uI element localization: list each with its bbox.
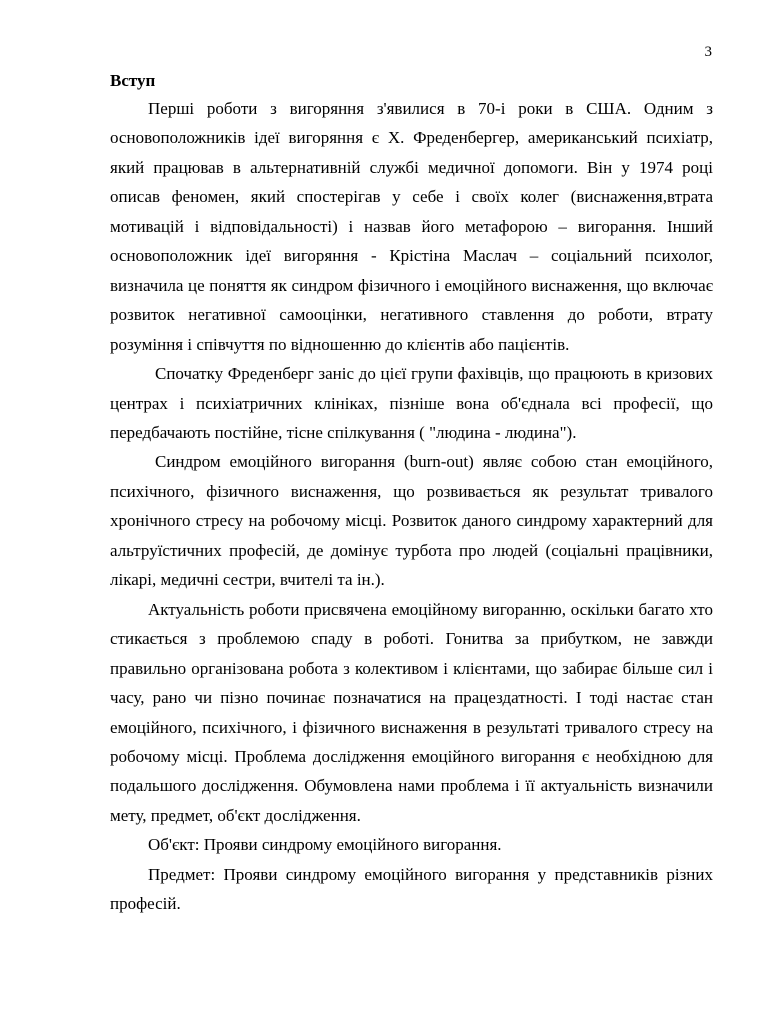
page-number: 3 <box>704 44 712 60</box>
paragraph-relevance: Актуальність роботи присвячена емоційному вигоранню, оскільки багато хто стикається з проблемою спаду в роботі. Гонитва за прибутком, не завжди правильно організована робота з колективом і клієнтами, що забирає більше сил і часу, рано чи пізно починає позначатися на працездатності. І тоді настає стан емоційного, психічного, і фізичного виснаження в результаті тривалого стресу на робочому місці. Проблема дослідження емоційного вигорання є необхідною для подальшого дослідження. Обумовлена нами проблема і її актуальність визначили мету, предмет, об'єкт дослідження. <box>110 599 713 825</box>
section-heading: Вступ <box>110 71 156 90</box>
paragraph-subject: Предмет: Прояви синдрому емоційного вигорання у представників різних професій. <box>110 864 713 914</box>
paragraph-object: Об'єкт: Прояви синдрому емоційного вигорання. <box>148 835 502 855</box>
paragraph-freudenberger: Спочатку Фреденберг заніс до цієї групи фахівців, що працюють в кризових центрах і психіатричних клініках, пізніше вона об'єднала всі професії, що передбачають постійне, тісне спілкування ( "людина - людина"). <box>110 364 713 442</box>
paragraph-history: Перші роботи з вигоряння з'явилися в 70-і роки в США. Одним з основоположників ідеї вигоряння є Х. Фреденбергер, американський психіатр, який працював в альтернативній службі медичної допомоги. Він у 1974 році описав феномен, який спостерігав у себе і своїх колег (виснаження,втрата мотивацій і відповідальності) і назвав його метафорою – вигорання. Інший основоположник ідеї вигоряння - Крістіна Маслач – соціальний психолог, визначила це поняття як синдром фізичного і емоційного виснаження, що включає розвиток негативної самооцінки, негативного ставлення до роботи, втрату розуміння і співчуття по відношенню до клієнтів або пацієнтів. <box>110 99 713 354</box>
paragraph-burnout-definition: Синдром емоційного вигорання (burn-out) являє собою стан емоційного, психічного, фізичного виснаження, що розвивається як результат тривалого хронічного стресу на робочому місці. Розвиток даного синдрому характерний для альтруїстичних професій, де домінує турбота про людей (соціальні працівники, лікарі, медичні сестри, вчителі та ін.). <box>110 452 713 590</box>
document-body <box>110 68 713 919</box>
